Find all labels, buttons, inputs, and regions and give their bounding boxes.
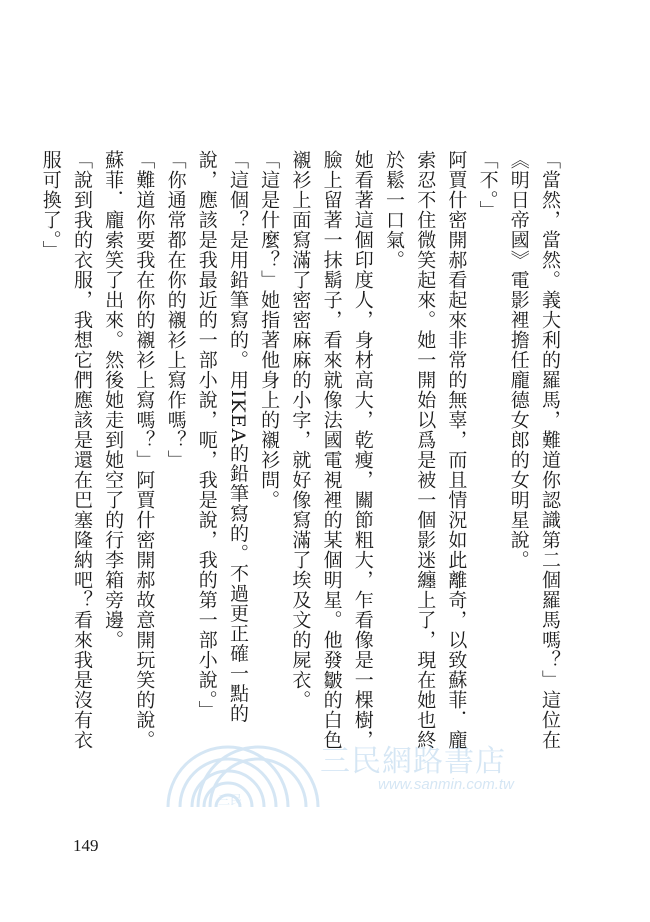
paragraph-5: 「這是什麼？」她指著他身上的襯衫問。	[258, 150, 281, 510]
paragraph-10: 「說到我的衣服，我想它們應該是還在巴塞隆納吧？看來我是沒有衣服可換了。」	[39, 150, 93, 750]
paragraph-4: 她看著這個印度人，身材高大，乾瘦，關節粗大，乍看像是一棵樹，臉上留著一抹鬍子，看來就像法國電視裡的某個明星。他發皺的白色襯衫上面寫滿了密密麻麻的小字，就好像寫滿了埃及文的屍衣。	[289, 150, 374, 750]
watermark-logo-icon	[158, 732, 328, 812]
vertical-text-body	[35, 150, 565, 760]
paragraph-9: 蘇菲．龐索笑了出來。然後她走到她空了的行李箱旁邊。	[102, 150, 125, 650]
paragraph-6: 「這個？是用鉛筆寫的。用IKEA的鉛筆寫的。不過更正確一點的說，應該是我最近的一部小說，呃，我是說，我的第一部小說。」	[195, 150, 249, 724]
svg-text:三民: 三民	[218, 793, 243, 807]
paragraph-7: 「你通常都在你的襯衫上寫作嗎？」	[164, 150, 187, 470]
watermark	[158, 732, 523, 812]
watermark-url: www.sanmin.com.tw	[378, 776, 514, 793]
paragraph-8: 「難道你要我在你的襯衫上寫嗎？」阿賈什密開郝故意開玩笑的說。	[133, 150, 156, 750]
paragraph-3: 阿賈什密開郝看起來非常的無辜，而且情況如此離奇，以致蘇菲．龐索忍不住微笑起來。她一開始以爲是被一個影迷纏上了，現在她也終於鬆一口氣。	[382, 150, 468, 750]
paragraph-1: 「當然，當然。義大利的羅馬，難道你認識第二個羅馬嗎？」這位在《明日帝國》電影裡擔任龐德女郎的女明星說。	[507, 150, 561, 750]
page-number: 149	[73, 836, 99, 855]
paragraph-2: 「不。」	[476, 150, 499, 221]
watermark-name: 三民網路書店	[320, 744, 506, 779]
